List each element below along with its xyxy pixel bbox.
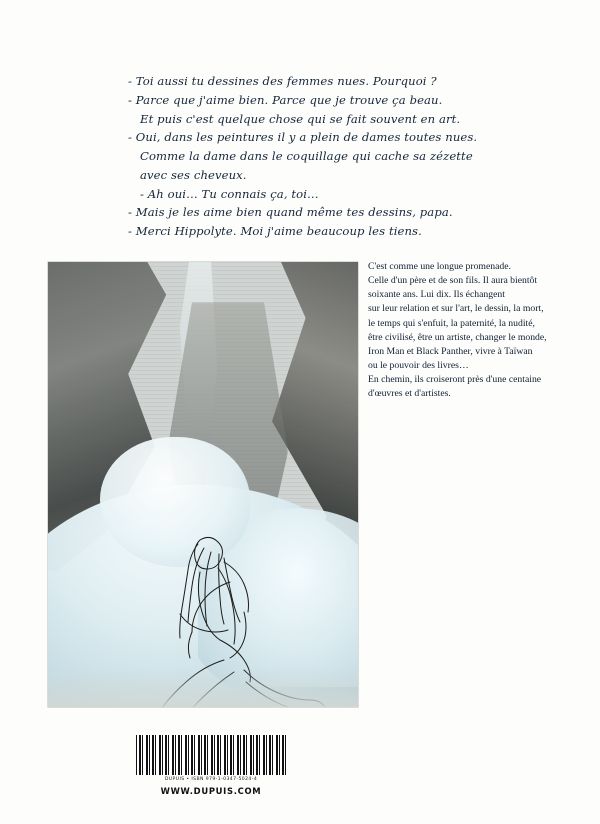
cover-artwork (48, 262, 358, 707)
blurb-line: soixante ans. Lui dix. Ils échangent (368, 289, 505, 301)
dialogue-line: - Parce que j'aime bien. Parce que je trouve ça beau. (128, 92, 443, 107)
blurb-line: le temps qui s'enfuit, la paternité, la nudité, (368, 317, 535, 329)
artwork-figure-drawing (48, 262, 358, 707)
dialogue-line: - Merci Hippolyte. Moi j'aime beaucoup les tiens. (128, 224, 422, 239)
dialogue-line: - Oui, dans les peintures il y a plein de dames toutes nues. (128, 130, 478, 145)
dialogue-line: Et puis c'est quelque chose qui se fait souvent en art. (140, 111, 461, 126)
dialogue-line: - Ah oui… Tu connais ça, toi… (140, 186, 319, 201)
blurb-line: Iron Man et Black Panther, vivre à Taïwan (368, 345, 533, 357)
dialogue-line: - Toi aussi tu dessines des femmes nues. Pourquoi ? (128, 74, 437, 88)
blurb-line: d'œuvres et d'artistes. (368, 388, 451, 400)
dialogue-line: avec ses cheveux. (140, 167, 247, 182)
blurb-block (368, 260, 576, 402)
dialogue-line: Comme la dame dans le coquillage qui cache sa zézette (140, 149, 473, 164)
barcode-area (136, 735, 286, 796)
dialogue-block (128, 72, 548, 241)
blurb-line: Celle d'un père et de son fils. Il aura bientôt (368, 275, 538, 287)
blurb-line: C'est comme une longue promenade. (368, 261, 511, 272)
blurb-line: être civilisé, être un artiste, changer le monde, (368, 331, 547, 343)
barcode-image (136, 735, 286, 775)
blurb-line: ou le pouvoir des livres… (368, 360, 469, 372)
isbn-text: DUPUIS • ISBN 979-1-0347-5024-4 (164, 777, 258, 782)
dialogue-line: - Mais je les aime bien quand même tes dessins, papa. (128, 205, 453, 220)
blurb-line: En chemin, ils croiseront près d'une centaine (368, 374, 542, 386)
artwork-bottom-fade (48, 667, 358, 707)
publisher-url: WWW.DUPUIS.COM (160, 786, 262, 796)
blurb-line: sur leur relation et sur l'art, le dessin, la mort, (368, 303, 544, 315)
